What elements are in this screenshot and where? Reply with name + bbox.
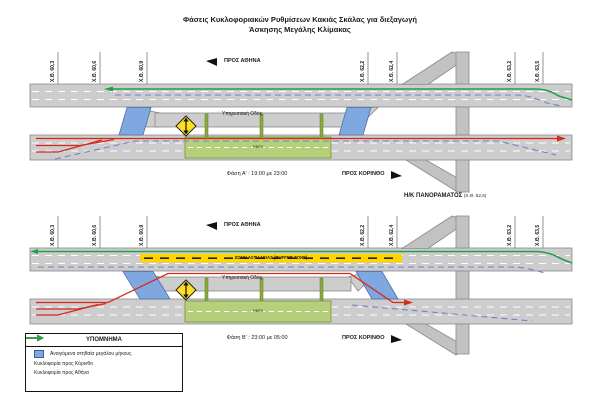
junction-label: [404, 193, 486, 199]
phase-b-marker-63-5: Χ.Θ. 63,5: [535, 224, 541, 246]
phase-a-marker-60-3: Χ.Θ. 60,3: [50, 60, 56, 82]
phase-a-service-road-label: Υπηρεσιακή Οδός: [221, 110, 263, 117]
to-korinthos-label: ΠΡΟΣ ΚΟΡΙΝΘΟ: [342, 335, 385, 342]
phase-b-overpass: [402, 216, 469, 355]
left-arrow-icon: [206, 222, 217, 230]
phase-a-overpass: [402, 52, 469, 192]
phase-b-buffer-zone-label: ΖΩΝΗ ΑΣΦΑΛΕΙΑΣ (BUFFER ZONE): [234, 254, 308, 260]
phase-a-marker-62-2: Χ.Θ. 62,2: [360, 60, 366, 82]
phase-b-marker-60-3: Χ.Θ. 60,3: [50, 224, 56, 246]
junction-chainage: (Χ.Θ. 52,5): [463, 193, 487, 198]
phase-b-to-athens: [206, 222, 261, 230]
phase-a-to-athens: [206, 58, 261, 66]
to-korinthos-label: ΠΡΟΣ ΚΟΡΙΝΘΟ: [342, 171, 385, 178]
phase-b-marker-60-6: Χ.Θ. 60,6: [92, 224, 98, 246]
to-athens-label: ΠΡΟΣ ΑΘΗΝΑ: [224, 58, 261, 65]
legend-item-barrier-label: Ανοιγόμενα στηθαία μεγάλου μήκους: [50, 351, 132, 357]
phase-a-marker-62-4: Χ.Θ. 62,4: [389, 60, 395, 82]
phase-a-caption: Φάση Α' : 19:00 με 23:00: [226, 171, 288, 177]
blue-barrier-icon: [34, 350, 44, 358]
left-arrow-icon: [206, 58, 217, 66]
page-title-line-1: Φάσεις Κυκλοφοριακών Ρυθμίσεων Κακιάς Σκάλας για διεξαγωγή: [182, 15, 418, 24]
legend-item-athens-label: Κυκλοφορία προς Αθήνα: [34, 370, 89, 376]
phase-b-work-zone-label: ΝΕΡΑ: [252, 308, 264, 313]
right-arrow-icon: [391, 171, 402, 179]
phase-b-caption: Φάση Β' : 23:00 με 05:00: [226, 335, 288, 341]
legend-item-korinthos-flow: [26, 358, 182, 367]
phase-a-work-zone-label: ΝΕΡΑ: [252, 144, 264, 149]
phase-a-marker-63-2: Χ.Θ. 63,2: [507, 60, 513, 82]
legend-item-athens-flow: [26, 367, 182, 376]
junction-name: Η/Κ ΠΑΝΟΡΑΜΑΤΟΣ: [404, 193, 463, 199]
phase-b-marker-62-2: Χ.Θ. 62,2: [360, 224, 366, 246]
phase-b-service-road-label: Υπηρεσιακή Οδός: [221, 274, 263, 281]
phase-b-chainage-ticks: [58, 216, 543, 248]
page-title-line-2: Άσκησης Μεγάλης Κλίμακας: [249, 25, 351, 34]
legend-item-barrier: [26, 347, 182, 358]
legend-item-korinthos-label: Κυκλοφορία προς Κόρινθο: [34, 361, 93, 367]
legend-header: ΥΠΟΜΝΗΜΑ: [86, 337, 122, 343]
phase-a-diagram: [30, 52, 572, 192]
legend-box: [25, 333, 183, 392]
phase-b-marker-60-9: Χ.Θ. 60,9: [139, 224, 145, 246]
phase-a-marker-60-6: Χ.Θ. 60,6: [92, 60, 98, 82]
phase-a-marker-60-9: Χ.Θ. 60,9: [139, 60, 145, 82]
phase-a-marker-63-5: Χ.Θ. 63,5: [535, 60, 541, 82]
phase-a-chainage-ticks: [58, 52, 543, 84]
to-athens-label: ΠΡΟΣ ΑΘΗΝΑ: [224, 222, 261, 229]
right-arrow-icon: [391, 335, 402, 343]
green-arrow-icon: [26, 334, 44, 342]
phase-b-marker-63-2: Χ.Θ. 63,2: [507, 224, 513, 246]
phase-b-to-korinthos: [342, 335, 402, 343]
phase-a-to-korinthos: [342, 171, 402, 179]
phase-b-marker-62-4: Χ.Θ. 62,4: [389, 224, 395, 246]
